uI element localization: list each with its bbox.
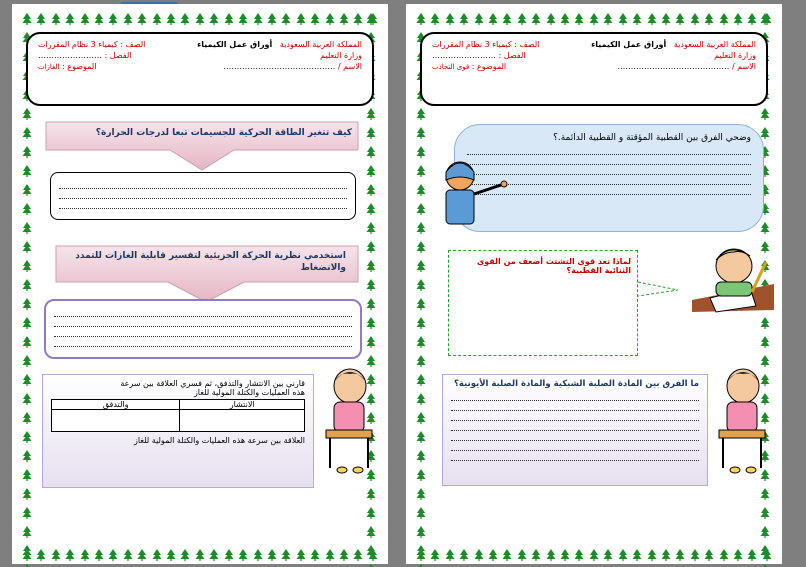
left-worksheet-page bbox=[12, 4, 388, 564]
tree-icon bbox=[416, 257, 428, 276]
tree-icon bbox=[253, 10, 263, 22]
tree-icon bbox=[195, 10, 205, 22]
question1-text: وضحي الفرق بين القطبية المؤقتة و القطبية الدائمة.؟ bbox=[553, 133, 751, 143]
answer2-box[interactable] bbox=[44, 299, 362, 359]
header-grade: الصف : كيمياء 3 نظام المقررات bbox=[432, 40, 540, 49]
tree-icon bbox=[65, 546, 75, 558]
tree-icon bbox=[416, 485, 428, 504]
tree-icon bbox=[22, 10, 34, 29]
tree-icon bbox=[445, 546, 455, 558]
tree-icon bbox=[123, 10, 133, 22]
tree-icon bbox=[366, 200, 378, 219]
tree-icon bbox=[224, 10, 234, 22]
tree-icon bbox=[296, 546, 306, 558]
tree-icon bbox=[310, 546, 320, 558]
tree-icon bbox=[325, 10, 335, 22]
header-worksheet-title: أوراق عمل الكيمياء bbox=[197, 40, 273, 49]
answer-line bbox=[54, 319, 352, 327]
answer-line bbox=[451, 433, 699, 441]
answer-line bbox=[451, 423, 699, 431]
tree-icon bbox=[574, 546, 584, 558]
tree-border-bottom bbox=[416, 546, 772, 558]
compare-cell[interactable] bbox=[52, 410, 180, 432]
tree-border-top bbox=[22, 10, 378, 22]
tree-icon bbox=[416, 390, 428, 409]
tree-icon bbox=[366, 542, 378, 561]
tree-icon bbox=[22, 447, 34, 466]
answer-line bbox=[54, 309, 352, 317]
header-class-dots: …………………… bbox=[432, 51, 496, 60]
tree-icon bbox=[690, 10, 700, 22]
header-worksheet-title: أوراق عمل الكيمياء bbox=[591, 40, 667, 49]
tree-icon bbox=[416, 333, 428, 352]
tree-icon bbox=[459, 546, 469, 558]
tree-icon bbox=[560, 10, 570, 22]
writing-boy-clipart bbox=[690, 240, 776, 314]
tree-icon bbox=[281, 546, 291, 558]
header-ministry: وزارة التعليم bbox=[320, 51, 362, 60]
tree-icon bbox=[137, 546, 147, 558]
tree-icon bbox=[661, 10, 671, 22]
tree-icon bbox=[22, 542, 34, 561]
tree-icon bbox=[22, 238, 34, 257]
header-class-label: الفصل : bbox=[498, 51, 526, 60]
tree-icon bbox=[760, 105, 772, 124]
answer-line bbox=[54, 339, 352, 347]
tree-icon bbox=[253, 546, 263, 558]
tree-icon bbox=[760, 219, 772, 238]
tree-icon bbox=[416, 371, 428, 390]
tree-icon bbox=[339, 546, 349, 558]
tree-icon bbox=[22, 181, 34, 200]
compare-table bbox=[51, 399, 305, 432]
question2-text: لماذا تعد قوى التشتت أضعف من القوى الثنائية القطبية؟ bbox=[476, 257, 631, 275]
tree-icon bbox=[22, 523, 34, 542]
compare-box bbox=[42, 374, 314, 488]
tree-icon bbox=[366, 295, 378, 314]
tree-icon bbox=[416, 105, 428, 124]
tree-icon bbox=[760, 523, 772, 542]
tree-icon bbox=[22, 200, 34, 219]
tree-icon bbox=[366, 504, 378, 523]
tree-icon bbox=[22, 124, 34, 143]
tree-icon bbox=[416, 561, 428, 567]
answer-line bbox=[467, 187, 751, 195]
tree-icon bbox=[690, 546, 700, 558]
tree-icon bbox=[137, 10, 147, 22]
answer1-lines[interactable] bbox=[467, 147, 751, 195]
tree-icon bbox=[267, 546, 277, 558]
tree-icon bbox=[152, 10, 162, 22]
tree-icon bbox=[22, 371, 34, 390]
tree-icon bbox=[760, 542, 772, 561]
tree-icon bbox=[22, 276, 34, 295]
tree-icon bbox=[238, 546, 248, 558]
tree-icon bbox=[36, 10, 46, 22]
answer3-lines[interactable] bbox=[451, 393, 699, 461]
tree-icon bbox=[416, 143, 428, 162]
tree-icon bbox=[502, 546, 512, 558]
answer-line bbox=[59, 191, 347, 199]
tree-icon bbox=[589, 546, 599, 558]
tree-icon bbox=[22, 409, 34, 428]
tree-icon bbox=[430, 10, 440, 22]
header-ministry: وزارة التعليم bbox=[714, 51, 756, 60]
tree-icon bbox=[22, 314, 34, 333]
header-class-dots: …………………… bbox=[38, 51, 102, 60]
tree-icon bbox=[22, 485, 34, 504]
tree-icon bbox=[704, 10, 714, 22]
compare-cell[interactable] bbox=[180, 410, 305, 432]
tree-border-bottom bbox=[22, 546, 378, 558]
header-topic-value: الغازات bbox=[38, 63, 60, 71]
tree-icon bbox=[296, 10, 306, 22]
answer-line bbox=[451, 393, 699, 401]
tree-icon bbox=[531, 10, 541, 22]
tree-icon bbox=[760, 10, 772, 29]
tree-icon bbox=[416, 428, 428, 447]
tree-icon bbox=[195, 546, 205, 558]
student-clipart bbox=[712, 364, 770, 476]
tree-icon bbox=[224, 546, 234, 558]
header-class-label: الفصل : bbox=[104, 51, 132, 60]
answer-line bbox=[451, 443, 699, 451]
tree-icon bbox=[502, 10, 512, 22]
tree-icon bbox=[760, 561, 772, 567]
tree-icon bbox=[180, 546, 190, 558]
tree-icon bbox=[445, 10, 455, 22]
tree-icon bbox=[416, 181, 428, 200]
tree-icon bbox=[747, 546, 757, 558]
tree-icon bbox=[366, 314, 378, 333]
tree-icon bbox=[366, 561, 378, 567]
tree-icon bbox=[517, 546, 527, 558]
compare-prompt-line1: قارني بين الانتشار والتدفق، ثم فسري العلاقة بين سرعة bbox=[120, 379, 305, 388]
tree-icon bbox=[94, 10, 104, 22]
tree-icon bbox=[238, 10, 248, 22]
answer-line bbox=[59, 201, 347, 209]
header-kingdom: المملكة العربية السعودية bbox=[279, 40, 362, 49]
tree-icon bbox=[760, 314, 772, 333]
tree-icon bbox=[123, 546, 133, 558]
question2-box[interactable] bbox=[448, 250, 638, 356]
tree-icon bbox=[80, 546, 90, 558]
answer-line bbox=[54, 329, 352, 337]
header-name-label: الاسم / bbox=[731, 62, 756, 71]
tree-icon bbox=[618, 10, 628, 22]
tree-icon bbox=[22, 257, 34, 276]
tree-icon bbox=[474, 546, 484, 558]
tree-icon bbox=[152, 546, 162, 558]
tree-icon bbox=[632, 10, 642, 22]
tree-icon bbox=[647, 10, 657, 22]
tree-icon bbox=[353, 546, 363, 558]
tree-icon bbox=[366, 523, 378, 542]
answer-line bbox=[467, 167, 751, 175]
header-name-label: الاسم / bbox=[337, 62, 362, 71]
tree-icon bbox=[366, 485, 378, 504]
tree-icon bbox=[22, 162, 34, 181]
answer-line bbox=[451, 453, 699, 461]
tree-icon bbox=[366, 10, 378, 29]
right-worksheet-page bbox=[406, 4, 782, 564]
tree-icon bbox=[22, 504, 34, 523]
compare-col-effusion: والتدفق bbox=[52, 400, 180, 410]
tree-icon bbox=[416, 124, 428, 143]
tree-icon bbox=[760, 485, 772, 504]
tree-icon bbox=[416, 276, 428, 295]
tree-icon bbox=[560, 546, 570, 558]
header-name-dots: …………………………………… bbox=[617, 62, 730, 71]
tree-icon bbox=[325, 546, 335, 558]
header-topic-label: الموضوع : bbox=[62, 62, 97, 71]
worksheet-header bbox=[26, 32, 374, 106]
tree-icon bbox=[310, 10, 320, 22]
answer-line bbox=[467, 157, 751, 165]
answer-line bbox=[59, 181, 347, 189]
tree-icon bbox=[488, 546, 498, 558]
tree-icon bbox=[430, 546, 440, 558]
callout-pointer bbox=[638, 280, 678, 298]
tree-icon bbox=[416, 10, 428, 29]
tree-icon bbox=[366, 124, 378, 143]
teacher-clipart bbox=[428, 154, 508, 234]
answer-line bbox=[467, 177, 751, 185]
question3-text: ما الفرق بين المادة الصلبة الشبكية والمادة الصلبة الأيونية؟ bbox=[453, 379, 699, 389]
tree-icon bbox=[180, 10, 190, 22]
tree-icon bbox=[108, 10, 118, 22]
tree-icon bbox=[416, 504, 428, 523]
tree-icon bbox=[22, 466, 34, 485]
tree-icon bbox=[517, 10, 527, 22]
tree-icon bbox=[416, 466, 428, 485]
tree-icon bbox=[733, 546, 743, 558]
tree-icon bbox=[546, 10, 556, 22]
tree-icon bbox=[416, 542, 428, 561]
tree-icon bbox=[675, 10, 685, 22]
tree-icon bbox=[166, 546, 176, 558]
tree-icon bbox=[760, 504, 772, 523]
tree-icon bbox=[108, 546, 118, 558]
tree-icon bbox=[366, 276, 378, 295]
tree-icon bbox=[546, 546, 556, 558]
tree-icon bbox=[531, 546, 541, 558]
header-kingdom: المملكة العربية السعودية bbox=[673, 40, 756, 49]
tree-icon bbox=[416, 219, 428, 238]
tree-icon bbox=[51, 546, 61, 558]
tree-icon bbox=[603, 546, 613, 558]
tree-icon bbox=[416, 162, 428, 181]
tree-icon bbox=[22, 295, 34, 314]
tree-icon bbox=[574, 10, 584, 22]
tree-icon bbox=[416, 447, 428, 466]
tree-icon bbox=[366, 105, 378, 124]
tree-icon bbox=[416, 200, 428, 219]
tree-icon bbox=[339, 10, 349, 22]
tree-icon bbox=[22, 352, 34, 371]
tree-icon bbox=[675, 546, 685, 558]
tree-icon bbox=[366, 257, 378, 276]
tree-icon bbox=[474, 10, 484, 22]
tree-icon bbox=[459, 10, 469, 22]
compare-col-diffusion: الانتشار bbox=[180, 400, 305, 410]
tree-icon bbox=[22, 143, 34, 162]
student-clipart bbox=[320, 364, 376, 476]
header-name-dots: …………………………………… bbox=[223, 62, 336, 71]
header-topic-label: الموضوع : bbox=[471, 62, 507, 71]
tree-icon bbox=[22, 561, 34, 567]
tree-icon bbox=[209, 546, 219, 558]
tree-icon bbox=[209, 10, 219, 22]
answer-line bbox=[467, 147, 751, 155]
tree-icon bbox=[416, 352, 428, 371]
answer1-box[interactable] bbox=[50, 172, 356, 220]
tree-icon bbox=[51, 10, 61, 22]
tree-icon bbox=[22, 428, 34, 447]
tree-icon bbox=[416, 238, 428, 257]
question3-box[interactable] bbox=[442, 374, 708, 486]
tree-icon bbox=[366, 143, 378, 162]
tree-icon bbox=[94, 546, 104, 558]
tree-icon bbox=[760, 333, 772, 352]
tree-icon bbox=[366, 162, 378, 181]
tree-icon bbox=[353, 10, 363, 22]
tree-icon bbox=[416, 314, 428, 333]
compare-prompt-line2: هذه العمليات والكتلة المولية للغاز bbox=[193, 388, 305, 397]
tree-icon bbox=[704, 546, 714, 558]
answer-line bbox=[451, 403, 699, 411]
header-topic-value: قوى التجاذب bbox=[432, 63, 470, 71]
tree-icon bbox=[747, 10, 757, 22]
tree-icon bbox=[647, 546, 657, 558]
tree-icon bbox=[589, 10, 599, 22]
tree-icon bbox=[416, 523, 428, 542]
header-grade: الصف : كيمياء 3 نظام المقررات bbox=[38, 40, 146, 49]
tree-icon bbox=[166, 10, 176, 22]
tree-icon bbox=[22, 219, 34, 238]
tree-icon bbox=[80, 10, 90, 22]
tree-icon bbox=[22, 333, 34, 352]
tree-icon bbox=[733, 10, 743, 22]
tree-icon bbox=[366, 219, 378, 238]
question2-text: استخدمي نظرية الحركة الجزيئية لتفسير قابلية الغازات للتمدد والانضغاط bbox=[75, 251, 346, 273]
tree-icon bbox=[603, 10, 613, 22]
tree-icon bbox=[366, 181, 378, 200]
tree-icon bbox=[618, 546, 628, 558]
tree-icon bbox=[488, 10, 498, 22]
tree-icon bbox=[719, 10, 729, 22]
worksheet-header bbox=[420, 32, 768, 106]
tree-icon bbox=[719, 546, 729, 558]
tree-icon bbox=[36, 546, 46, 558]
tree-icon bbox=[22, 105, 34, 124]
tree-border-top bbox=[416, 10, 772, 22]
compare-relation-text: العلاقة بين سرعة هذه العمليات والكتلة المولية للغاز bbox=[134, 436, 305, 445]
tree-icon bbox=[22, 390, 34, 409]
tree-icon bbox=[267, 10, 277, 22]
question1-text: كيف تتغير الطاقة الحركية للجسيمات تبعا لدرجات الحرارة؟ bbox=[95, 128, 352, 138]
tree-icon bbox=[366, 333, 378, 352]
answer-line bbox=[451, 413, 699, 421]
tree-icon bbox=[416, 409, 428, 428]
tree-icon bbox=[281, 10, 291, 22]
tree-icon bbox=[65, 10, 75, 22]
tree-icon bbox=[366, 238, 378, 257]
tree-icon bbox=[416, 295, 428, 314]
tree-icon bbox=[661, 546, 671, 558]
tree-icon bbox=[632, 546, 642, 558]
